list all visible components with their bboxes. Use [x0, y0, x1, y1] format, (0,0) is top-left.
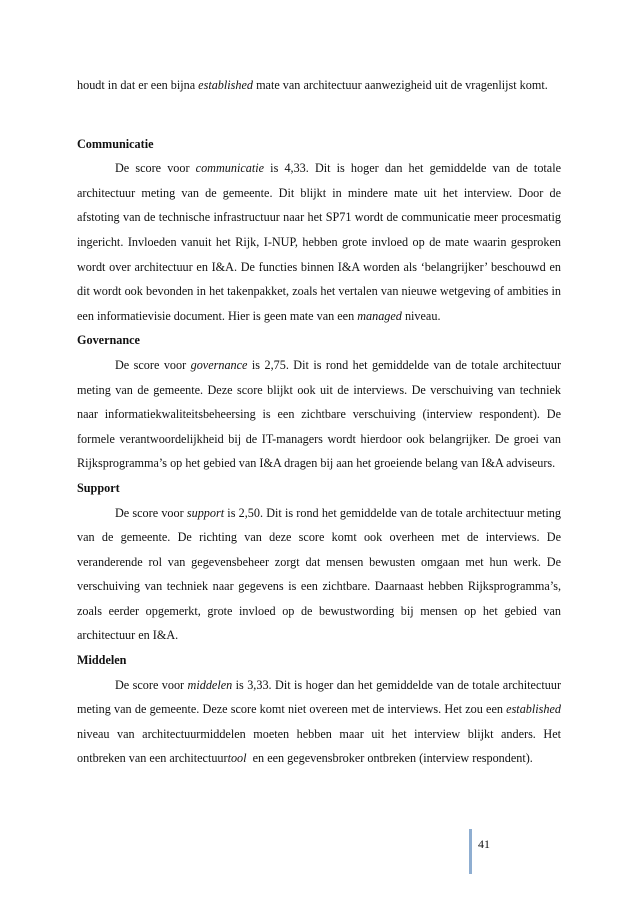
- heading-support: Support: [77, 480, 120, 495]
- text-run: De score voor: [115, 161, 196, 176]
- text-run: is 2,50. Dit is rond het gemiddelde van de totale architectuur meting van de gemeente. De richting van deze score komt ook overheen met de interviews. De veranderende rol van gegevensbeheer zorgt dat mensen bewusten omgaan met hun werk. De verschuiving van techniek naar gegevens is een zichtbare. Daarnaast hebben Rijksprogramma’s, zoals eerder opgemerkt, grote invloed op de bewustwording bij mensen op het gebied van architectuur en I&A.: [77, 505, 561, 643]
- page-body: [77, 73, 561, 771]
- emphasis-run: support: [186, 505, 225, 520]
- intro-text: houdt in dat er een bijna: [77, 78, 199, 92]
- footer-divider: [469, 829, 472, 874]
- heading-governance: Governance: [77, 333, 140, 348]
- text-run: De score voor: [115, 505, 187, 520]
- text-run: niveau van architectuurmiddelen moeten hebben maar uit het interview blijkt anders. Het ontbreken van een architectuur: [77, 726, 561, 766]
- text-run: is 4,33. Dit is hoger dan het gemiddelde van de totale architectuur meting van de gemeente. Dit blijkt in mindere mate uit het interview. Door de afstoting van de technische infrastructuur naar het SP71 wordt de communicatie meer procesmatig ingericht. Invloeden vanuit het Rijk, I-NUP, hebben grote invloed op de mate waarin gesproken wordt over architectuur en I&A. De functies binnen I&A worden als ‘belangrijker’ beschouwd en dit wordt ook bevonden in het takenpakket, zoals het vertalen van nieuwe wetgeving of ambities in een informatievisie document. Hier is geen mate van een: [77, 161, 562, 323]
- emphasis-run: established: [506, 702, 561, 717]
- paragraph-middelen: [77, 673, 561, 771]
- emphasis-run: middelen: [187, 677, 233, 692]
- text-run: niveau.: [401, 308, 441, 323]
- text-run: is 3,33. Dit is hoger dan het gemiddelde van de totale architectuur meting van de gemeente. Deze score komt niet overeen met de interviews. Het zou een: [77, 677, 561, 717]
- paragraph-communicatie: [77, 156, 561, 328]
- page-number: 41: [478, 837, 490, 851]
- text-run: De score voor: [115, 357, 191, 372]
- heading-communicatie: Communicatie: [77, 136, 154, 151]
- text-run: is 2,75. Dit is rond het gemiddelde van de totale architectuur meting van de gemeente. Deze score blijkt ook uit de interviews. De verschuiving van techniek naar informatiekwaliteitsbeheersing is een zichtbare verschuiving (interview respondent). De formele verantwoordelijkheid bij de IT-managers wordt hierdoor ook belangrijker. De groei van Rijksprogramma’s op het gebied van I&A dragen bij aan het groeiende belang van I&A adviseurs.: [77, 357, 562, 471]
- intro-text-rest: mate van architectuur aanwezigheid uit de vragenlijst komt.: [253, 78, 548, 92]
- paragraph-support: [77, 501, 561, 649]
- intro-emphasis: established: [198, 78, 254, 92]
- emphasis-run: communicatie: [195, 161, 265, 176]
- text-run: en een gegevensbroker ontbreken (interview respondent).: [246, 751, 533, 766]
- emphasis-run: governance: [190, 357, 248, 372]
- text-run: De score voor: [115, 677, 188, 692]
- emphasis-run: managed: [357, 308, 402, 323]
- emphasis-run: tool: [227, 751, 247, 766]
- heading-middelen: Middelen: [77, 653, 127, 668]
- intro-paragraph: [77, 73, 561, 98]
- section-gap: [77, 98, 561, 132]
- paragraph-governance: [77, 353, 561, 476]
